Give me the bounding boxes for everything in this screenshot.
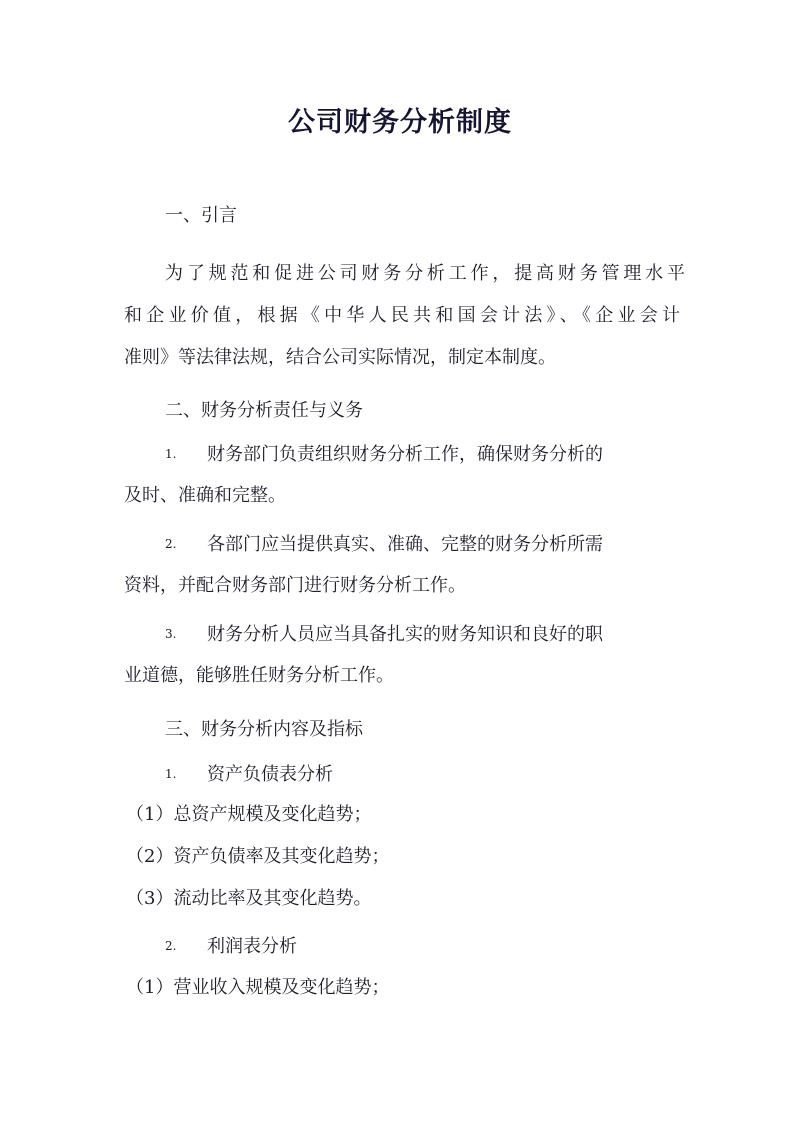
list-item-number: 3. bbox=[165, 627, 177, 641]
section-heading-content-indicators: 三、财务分析内容及指标 bbox=[165, 719, 363, 740]
subsection-item: （2）资产负债率及其变化趋势； bbox=[126, 846, 390, 867]
subsection-item: （1）营业收入规模及变化趋势； bbox=[126, 977, 390, 998]
list-item-number: 1. bbox=[165, 447, 177, 461]
list-item-continuation: 及时、准确和完整。 bbox=[124, 485, 286, 506]
section-heading-responsibilities: 二、财务分析责任与义务 bbox=[165, 400, 363, 421]
subsection-number: 2. bbox=[165, 939, 177, 953]
list-item-text: 财务部门负责组织财务分析工作，确保财务分析的 bbox=[207, 444, 603, 465]
subsection-item: （1）总资产规模及变化趋势； bbox=[126, 804, 372, 825]
section-heading-introduction: 一、引言 bbox=[165, 205, 237, 226]
paragraph-line: 为了规范和促进公司财务分析工作，提高财务管理水平 bbox=[165, 263, 685, 284]
list-item bbox=[165, 442, 603, 467]
document-title: 公司财务分析制度 bbox=[288, 107, 512, 138]
list-item-continuation: 资料，并配合财务部门进行财务分析工作。 bbox=[124, 575, 466, 596]
list-item-number: 2. bbox=[165, 537, 177, 551]
list-item-text: 各部门应当提供真实、准确、完整的财务分析所需 bbox=[207, 534, 603, 555]
subsection-label: 利润表分析 bbox=[207, 936, 297, 957]
subsection-number: 1. bbox=[165, 767, 177, 781]
list-item-text: 财务分析人员应当具备扎实的财务知识和良好的职 bbox=[207, 624, 603, 645]
subsection-income-statement bbox=[165, 934, 297, 959]
list-item bbox=[165, 532, 603, 557]
list-item bbox=[165, 622, 603, 647]
subsection-balance-sheet bbox=[165, 762, 333, 787]
paragraph-line: 准则》等法律法规，结合公司实际情况，制定本制度。 bbox=[124, 347, 556, 368]
list-item-continuation: 业道德，能够胜任财务分析工作。 bbox=[124, 665, 394, 686]
paragraph-line: 和企业价值，根据《中华人民共和国会计法》、《企业会计 bbox=[124, 305, 680, 326]
subsection-label: 资产负债表分析 bbox=[207, 764, 333, 785]
subsection-item: （3）流动比率及其变化趋势。 bbox=[126, 888, 372, 909]
